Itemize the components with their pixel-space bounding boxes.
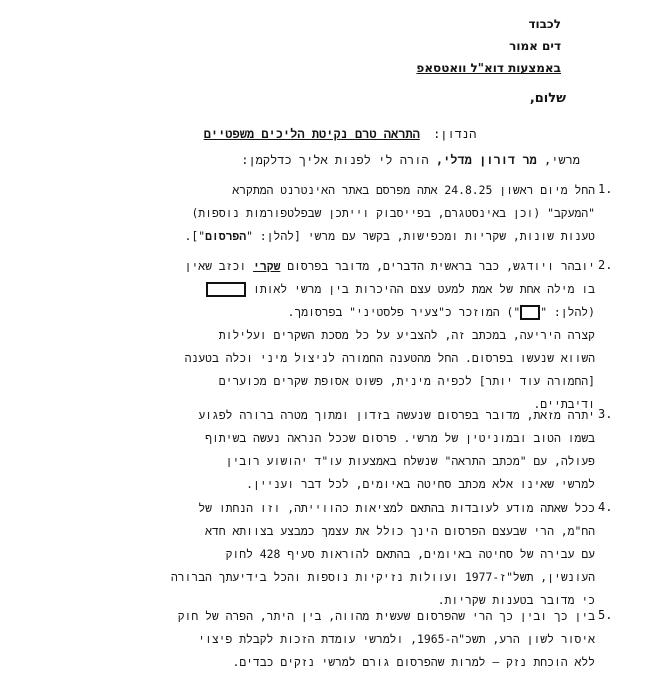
item-number-2: 2. [598,258,613,272]
paragraph-line: (להלן: "") המוזכר כ"צעיר פלסטיני" בפרסומך. [287,305,595,319]
numbered-paragraph-2 [95,255,595,416]
addressee-salutation: לכבוד [528,17,561,31]
addressee-block [301,13,561,79]
paragraph-line: החל מיום ראשון 24.8.25 אתה מפרסם באתר האינטרנט המתקרא [232,183,595,197]
paragraph-line: העונשין, תשל"ז-1977 ועוולות נזיקיות נוספות והכל בידיעתך הברורה [170,570,595,584]
subject-line [150,127,530,142]
defined-term: הפרסום [205,229,247,243]
paragraph-line: יובהר ויודגש, כבר בראשית הדברים, מדובר בפרסום שקרי וכזב שאין [184,259,595,273]
paragraph-line: פעולה, עם "מכתב התראה" שנשלח באמצעות עו"ד יהושוע רובין [225,454,595,468]
paragraph-line: "המעקב" (וכן באינסטגרם, בפייסבוק וייתכן שבפלטפורמות נוספות) [191,206,595,220]
redaction-box [520,305,540,320]
subject-label: הנדון: [433,127,477,141]
paragraph-line: [החמורה עוד יותר] לכפיה מינית, פשוט אסופת שקרים מכוערים [218,374,595,388]
item-number-4: 4. [598,500,613,514]
numbered-paragraph-4 [95,497,595,612]
paragraph-line: הח"מ, הרי שבעצם הפרסום הינך כולל את עצמך כמבצע בצוותא חדא [205,524,595,538]
numbered-paragraph-3 [95,404,595,496]
item-number-1: 1. [598,182,613,196]
paragraph-line: קצרה היריעה, במכתב זה, להצביע על כל מסכת השקרים ועלילות [218,328,595,342]
opening-suffix: הורה לי לפנות אליך כדלקמן: [241,153,429,167]
paragraph-line: בין כך ובין כך הרי שהפרסום שעשית מהווה, בין היתר, הפרה של חוק [177,609,595,623]
paragraph-line: ללא הוכחת נזק – למרות שהפרסום גורם למרשי נזקים כבדים. [232,655,595,669]
opening-line [241,153,580,168]
item-number-5: 5. [598,608,613,622]
greeting: שלום, [529,91,566,106]
paragraph-line: ודיבתיים. [533,397,595,411]
numbered-paragraph-5 [95,605,595,674]
paragraph-line: בו מילה אחת של אמת למעט עצם ההיכרות בין מרשי לאותו [95,278,595,301]
client-name: מר דורון מדלי, [435,153,537,167]
paragraph-line: בשמו הטוב ובמוניטין של מרשי. פרסום שככל הנראה נעשה בשיתוף [205,431,595,445]
paragraph-line: כי מדובר בטענות שקריות. [437,593,595,607]
redaction-box [206,282,246,297]
paragraph-line: ככל שאתה מודע לעובדות בהתאם למציאות כהווייתה, וזו הנחתו של [198,501,595,515]
delivery-method: באמצעות דוא"ל וואטסאפ [416,61,561,75]
paragraph-line: איסור לשון הרע, תשכ"ה-1965, ולמרשי עומדת הזכות לקבלת פיצוי [198,632,595,646]
subject-title: התראה טרם נקיטת הליכים משפטיים [203,127,420,141]
emphasized-word: שקרי [253,259,281,273]
paragraph-line: למרשי שאינו אלא מכתב סחיטה באיומים, לכל דבר ועניין. [246,477,595,491]
paragraph-line: עם עבירה של סחיטה באיומים, בהתאם להוראות סעיף 428 לחוק [225,547,595,561]
addressee-name: דים אמור [509,39,561,53]
paragraph-line: השווא שנעשו בפרסום. החל מהטענה החמורה לניצול מיני וכלה בטענה [184,351,595,365]
item-number-3: 3. [598,407,613,421]
paragraph-line: טענות שונות, שקריות ומכפישות, בקשר עם מרשי [להלן: "הפרסום"]. [184,229,595,243]
paragraph-line: יתרה מזאת, מדובר בפרסום שנעשה בזדון ומתוך מטרה ברורה לפגוע [198,408,595,422]
numbered-paragraph-1 [95,179,595,248]
opening-prefix: מרשי, [543,153,580,167]
